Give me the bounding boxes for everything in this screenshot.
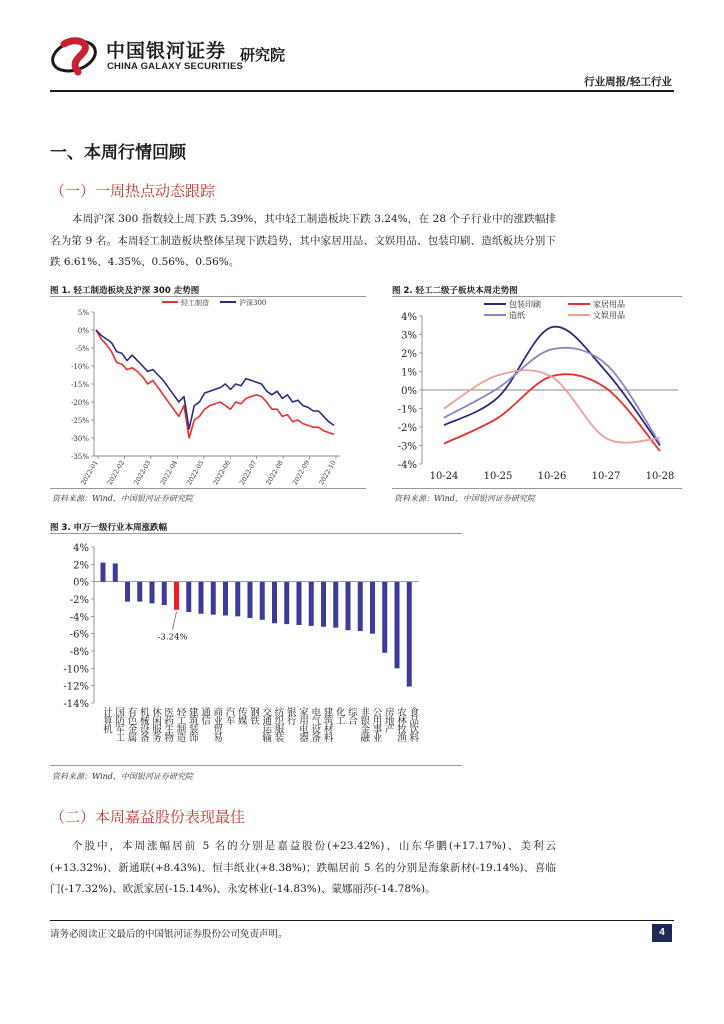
fig3-bar-23 — [382, 582, 387, 653]
fig3-source: 资料来源：Wind，中国银河证券研究院 — [52, 772, 193, 781]
fig3-category-label-1: 国防军工 — [113, 707, 125, 741]
fig3-bar-7 — [186, 582, 191, 612]
section-title: 一、本周行情回顾 — [50, 143, 186, 163]
fig3-category-label-14: 纺织服装 — [272, 707, 284, 741]
fig3-category-label-15: 银行 — [284, 707, 296, 724]
fig3-category-label-8: 通信 — [199, 707, 210, 724]
fig2-ytick-label: 3% — [401, 330, 417, 342]
fig3-bar-19 — [333, 582, 338, 628]
fig2-ytick-label: -1% — [397, 404, 417, 416]
fig1-legend-label-1: 沪深300 — [239, 299, 267, 307]
fig3-bottom-rule — [50, 765, 462, 766]
fig2-ytick-label: -3% — [397, 441, 417, 453]
report-type: 行业周报/轻工行业 — [584, 76, 672, 88]
fig1-legend-label-0: 轻工制造 — [181, 299, 209, 307]
fig3-caption: 图 3. 申万一级行业本周涨跌幅 — [50, 523, 168, 533]
fig3-category-label-9: 商业贸易 — [211, 707, 223, 741]
fig3-bar-6 — [174, 582, 179, 610]
fig3-bar-12 — [248, 582, 253, 618]
subsection-title-1: （一）一周热点动态跟踪 — [50, 182, 216, 200]
fig3-category-label-7: 建筑装饰 — [186, 707, 198, 741]
fig2-caption: 图 2. 轻工二级子板块本周走势图 — [392, 286, 518, 296]
fig3-category-label-0: 计算机 — [101, 707, 112, 733]
fig3-ytick-label: -10% — [63, 664, 89, 676]
fig1-xtick-label: 2022-04 — [158, 459, 180, 487]
institute-label: 研究院 — [240, 46, 286, 64]
fig1-series-line-0 — [96, 330, 334, 438]
fig3-ytick-label: 2% — [73, 560, 89, 572]
fig3-bar-17 — [309, 582, 314, 626]
brand-name-en: CHINA GALAXY SECURITIES — [107, 61, 244, 72]
fig3-bar-9 — [211, 582, 216, 615]
fig3-category-label-24: 农林牧渔 — [395, 707, 406, 741]
fig1-ytick-label: 5% — [77, 309, 89, 317]
fig3-bar-0 — [101, 563, 106, 582]
fig3-category-label-18: 建筑材料 — [321, 707, 333, 741]
fig3-bar-22 — [370, 582, 375, 634]
fig2-xtick-label: 10-26 — [537, 471, 567, 482]
header-divider — [50, 90, 674, 92]
fig3-highlight-label: -3.24% — [157, 632, 188, 643]
fig1-ytick-label: -20% — [71, 399, 89, 407]
fig1-xtick-label: 2022-05 — [185, 459, 206, 487]
fig1-ytick-label: -25% — [71, 417, 89, 425]
fig3-category-label-21: 非银金融 — [358, 707, 370, 741]
fig3-bar-16 — [297, 582, 302, 625]
fig2-ytick-label: 2% — [401, 349, 417, 360]
fig3-bar-8 — [199, 582, 204, 614]
fig3-ytick-label: -8% — [69, 647, 89, 658]
fig3-category-label-16: 家用电器 — [297, 707, 308, 741]
fig3-bar-25 — [407, 582, 412, 687]
fig3-ytick-label: -4% — [69, 612, 89, 624]
fig3-category-label-19: 化工 — [333, 707, 345, 724]
paragraph-2: 个股中，本周涨幅居前 5 名的分别是嘉益股份(+23.42%)、山东华鹏(+17.17%)、美利云(+13.32%)、新通联(+8.43%)、恒丰纸业(+8.38%)；跌幅居前 5 名的分别是海象新材(-19.14%)、喜临门(-17.32%)、欧派家居(-15.14%)、永安林业(-14.83%)、蒙娜丽莎(-14.78%)。 — [50, 840, 556, 895]
fig3-bar-1 — [113, 563, 118, 581]
fig2-ytick-label: -4% — [397, 460, 417, 471]
fig2-xtick-label: 10-28 — [645, 471, 675, 482]
fig1-xtick-label: 2022-02 — [105, 459, 127, 487]
fig3-bar-5 — [162, 582, 167, 605]
fig2-series-line-3 — [444, 370, 660, 442]
paragraph-1: 本周沪深 300 指数较上周下跌 5.39%，其中轻工制造板块下跌 3.24%，在 28 个子行业中的涨跌幅排名为第 9 名。本周轻工制造板块整体呈现下跌趋势，其中家居用品、文娱用品、包装印刷、造纸板块分别下跌 6.61%、4.35%、0.56%、0.56%。 — [50, 213, 556, 268]
fig2-source: 资料来源：Wind，中国银河证券研究院 — [394, 494, 535, 503]
fig2-xtick-label: 10-25 — [483, 471, 513, 482]
fig1-xtick-label: 2022-06 — [211, 459, 232, 487]
fig3-bar-14 — [272, 582, 277, 624]
fig3-category-label-17: 电气设备 — [309, 707, 321, 741]
brand-name-cn: 中国银河证券 — [106, 40, 227, 62]
page-number: 4 — [652, 924, 672, 942]
fig2-ytick-label: 1% — [401, 367, 417, 379]
fig1-ytick-label: -15% — [71, 381, 89, 389]
fig1-ytick-label: -35% — [71, 453, 89, 461]
fig3-category-label-6: 轻工制造 — [174, 707, 186, 741]
fig3-bar-11 — [235, 582, 240, 617]
fig3-bar-4 — [150, 582, 155, 604]
fig1-ytick-label: -5% — [75, 345, 89, 353]
galaxy-logo-icon — [48, 30, 108, 78]
fig3-category-label-12: 钢铁 — [248, 707, 259, 724]
fig3-ytick-label: -2% — [69, 595, 89, 606]
subsection-title-2: （二）本周嘉益股份表现最佳 — [50, 808, 246, 826]
fig3-bar-21 — [358, 582, 363, 631]
fig1-caption: 图 1. 轻工制造板块及沪深 300 走势图 — [50, 286, 200, 296]
fig3-ytick-label: 4% — [73, 543, 89, 554]
fig2-legend-label-2: 造纸 — [509, 311, 525, 320]
fig1-bottom-rule — [50, 488, 366, 489]
fig2-line-chart — [392, 296, 682, 488]
fig3-category-label-4: 休闲服务 — [150, 707, 161, 741]
fig1-line-chart — [50, 296, 366, 488]
fig1-ytick-label: -10% — [71, 363, 89, 371]
fig1-series-line-1 — [96, 330, 334, 429]
fig3-category-label-3: 机械设备 — [137, 707, 149, 741]
fig3-bar-24 — [395, 582, 400, 669]
fig3-highlight-leader — [173, 612, 177, 630]
fig2-xtick-label: 10-27 — [591, 471, 621, 482]
fig1-ytick-label: -30% — [71, 435, 89, 443]
fig3-ytick-label: -6% — [69, 629, 89, 641]
fig3-bar-20 — [346, 582, 351, 631]
fig3-category-label-23: 房地产 — [382, 707, 394, 733]
fig2-legend-label-1: 家居用品 — [593, 300, 625, 309]
fig1-xtick-label: 2022-07 — [237, 459, 259, 487]
fig3-category-label-25: 食品饮料 — [407, 707, 419, 741]
fig1-xtick-label: 2022-03 — [132, 459, 153, 487]
fig1-xtick-label: 2022-09 — [290, 459, 312, 487]
fig1-ytick-label: 0% — [77, 327, 89, 335]
fig3-category-label-11: 传媒 — [235, 707, 247, 724]
fig3-category-label-2: 有色金属 — [125, 707, 137, 741]
fig2-xtick-label: 10-24 — [429, 471, 459, 482]
fig1-xtick-label: 2022-10 — [317, 459, 338, 487]
fig3-category-label-22: 公用事业 — [370, 707, 382, 741]
fig3-ytick-label: -14% — [63, 699, 89, 710]
fig3-category-label-13: 交通运输 — [260, 707, 272, 741]
fig3-category-label-20: 综合 — [346, 707, 357, 724]
fig2-legend-label-3: 文娱用品 — [593, 311, 625, 320]
fig1-xtick-label: 2022-08 — [264, 459, 285, 487]
fig2-ytick-label: 0% — [401, 386, 417, 397]
fig3-bar-chart — [50, 533, 462, 765]
fig3-bar-15 — [284, 582, 289, 624]
fig3-bar-2 — [125, 582, 130, 602]
fig3-category-label-10: 汽车 — [223, 707, 235, 724]
fig2-legend-label-0: 包装印刷 — [509, 300, 541, 309]
fig1-source: 资料来源：Wind，中国银河证券研究院 — [52, 494, 193, 503]
fig3-bar-13 — [260, 582, 265, 620]
fig1-xtick-label: 2022-01 — [79, 459, 100, 487]
fig2-bottom-rule — [392, 488, 682, 489]
fig3-ytick-label: 0% — [73, 577, 89, 589]
fig2-ytick-label: 4% — [401, 312, 417, 323]
fig3-bar-10 — [223, 582, 228, 616]
fig3-bar-3 — [137, 582, 142, 602]
fig2-ytick-label: -2% — [397, 423, 417, 434]
fig3-ytick-label: -12% — [63, 681, 89, 693]
disclaimer: 请务必阅读正文最后的中国银河证券股份公司免责声明。 — [50, 929, 288, 940]
footer-divider — [50, 920, 674, 921]
fig3-category-label-5: 医药生物 — [162, 707, 174, 741]
fig3-bar-18 — [321, 582, 326, 627]
